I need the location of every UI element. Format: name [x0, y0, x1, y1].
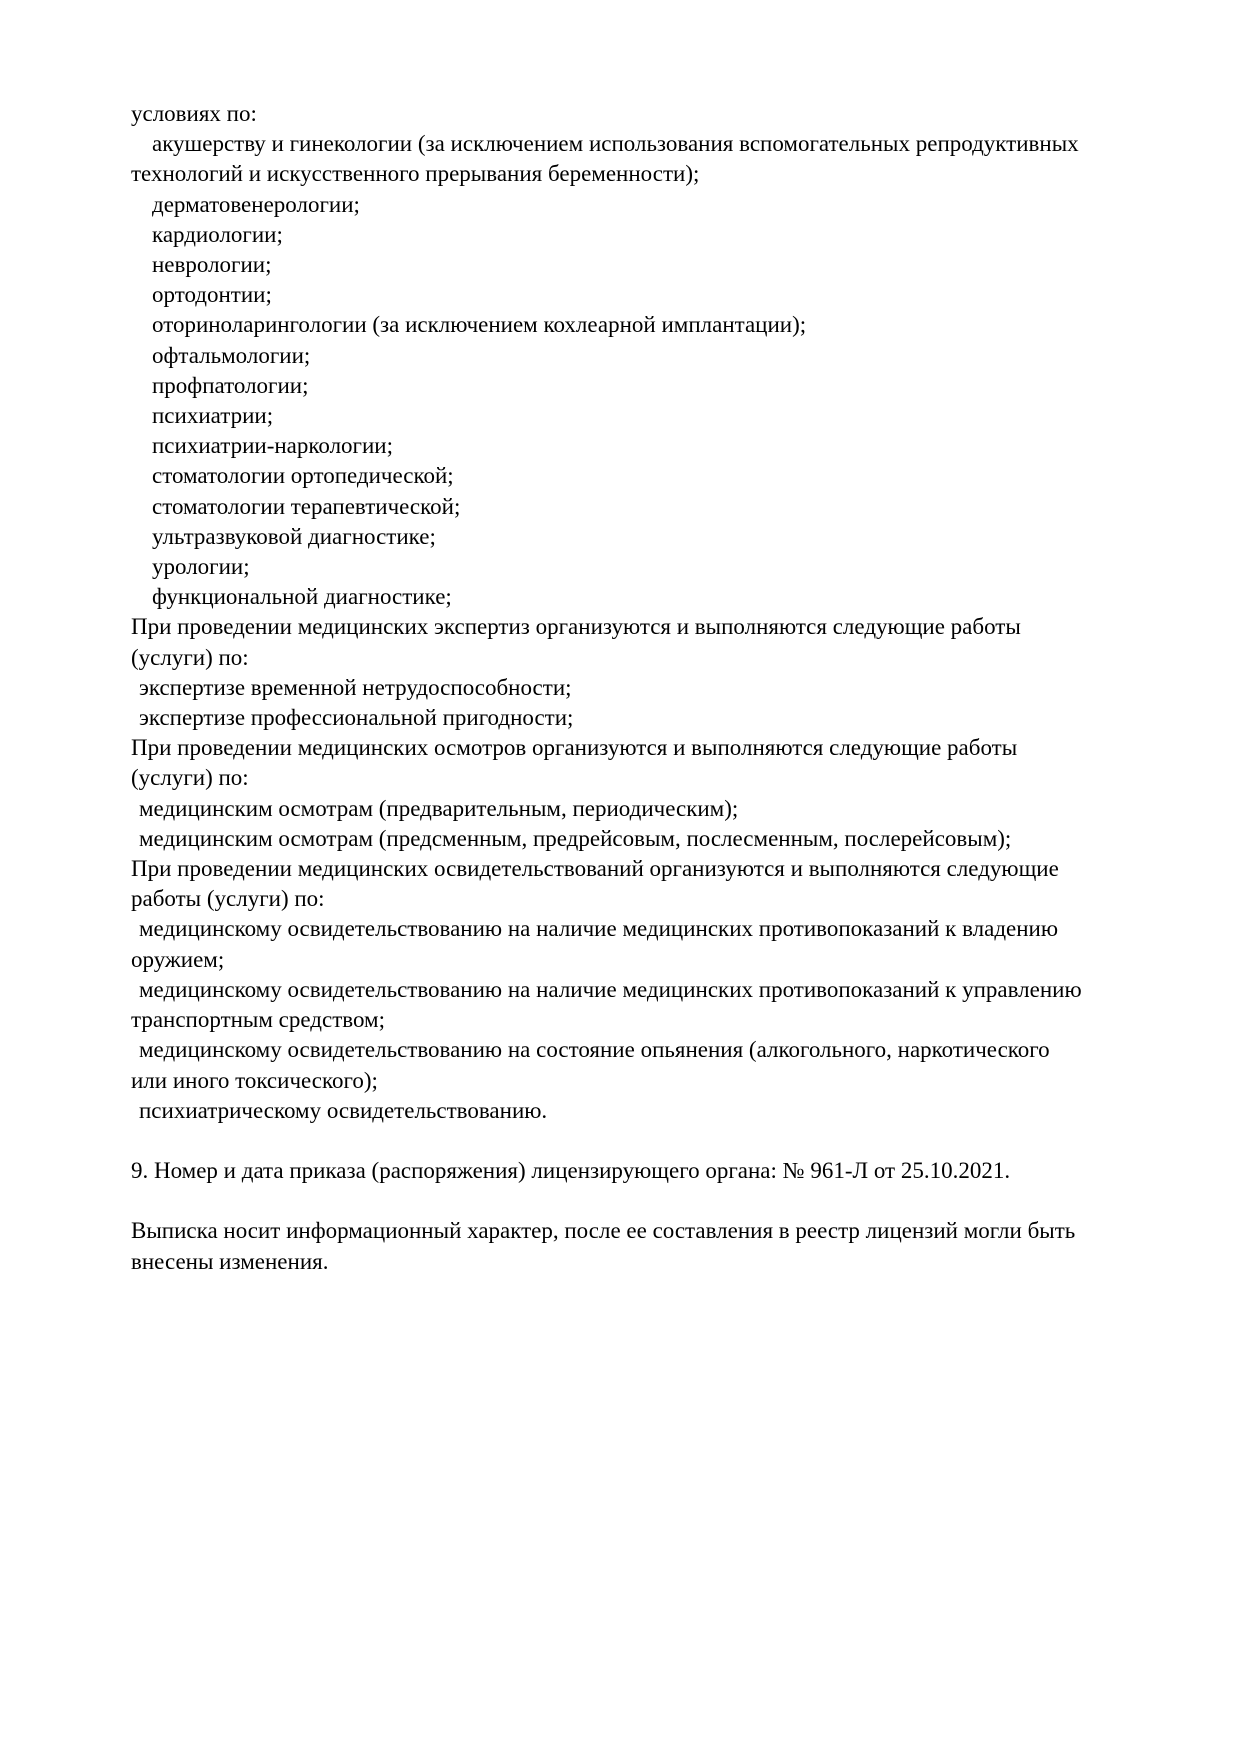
document-line: работы (услуги) по: [131, 886, 325, 912]
document-line: внесены изменения. [131, 1248, 329, 1274]
document-line: 9. Номер и дата приказа (распоряжения) лицензирующего органа: № 961-Л от 25.10.2021. [131, 1158, 1011, 1184]
document-line: технологий и искусственного прерывания беременности); [131, 161, 700, 187]
document-line: условиях по: [131, 101, 257, 126]
document-line: медицинским осмотрам (предсменным, предрейсовым, послесменным, послерейсовым); [139, 825, 1012, 851]
document-line: стоматологии ортопедической; [152, 463, 454, 489]
document-line: психиатрическому освидетельствованию. [139, 1097, 548, 1123]
document-line: экспертизе профессиональной пригодности; [139, 705, 574, 731]
document-line: оториноларингологии (за исключением кохлеарной имплантации); [152, 312, 807, 338]
document-line: медицинскому освидетельствованию на состояние опьянения (алкогольного, наркотического [139, 1037, 1050, 1063]
document-line: ортодонтии; [152, 282, 272, 308]
document-line: При проведении медицинских освидетельствований организуются и выполняются следующие [131, 856, 1059, 882]
document-line [131, 1186, 1143, 1216]
document-line: профпатологии; [152, 372, 309, 398]
document-line: акушерству и гинекологии (за исключением использования вспомогательных репродуктивных [152, 131, 1079, 157]
document-line: психиатрии; [152, 403, 274, 429]
document-line: офтальмологии; [152, 342, 311, 368]
document-line: медицинскому освидетельствованию на наличие медицинских противопоказаний к управлению [139, 976, 1082, 1002]
document-line: транспортным средством; [131, 1007, 385, 1033]
document-line: медицинским осмотрам (предварительным, периодическим); [139, 795, 739, 821]
document-line: медицинскому освидетельствованию на наличие медицинских противопоказаний к владению [139, 916, 1059, 942]
document-line: неврологии; [152, 252, 272, 278]
document-line: стоматологии терапевтической; [152, 493, 461, 519]
document-line [131, 1126, 1143, 1156]
document-line: При проведении медицинских осмотров организуются и выполняются следующие работы [131, 735, 1018, 761]
document-lines [131, 99, 1143, 1277]
document-line: Выписка носит информационный характер, после ее составления в реестр лицензий могли быть [131, 1218, 1076, 1244]
document-line: урологии; [152, 554, 250, 580]
document-line: функциональной диагностике; [152, 584, 452, 610]
document-line: кардиологии; [152, 221, 283, 247]
document-line: При проведении медицинских экспертиз организуются и выполняются следующие работы [131, 614, 1021, 640]
document-line: оружием; [131, 946, 225, 972]
document-line: психиатрии-наркологии; [152, 433, 393, 459]
document-line: ультразвуковой диагностике; [152, 523, 436, 549]
document-line: или иного токсического); [131, 1067, 378, 1093]
document-line: дерматовенерологии; [152, 191, 360, 217]
document-line: (услуги) по: [131, 765, 249, 791]
document-line: экспертизе временной нетрудоспособности; [139, 674, 572, 700]
document-line: (услуги) по: [131, 644, 249, 670]
